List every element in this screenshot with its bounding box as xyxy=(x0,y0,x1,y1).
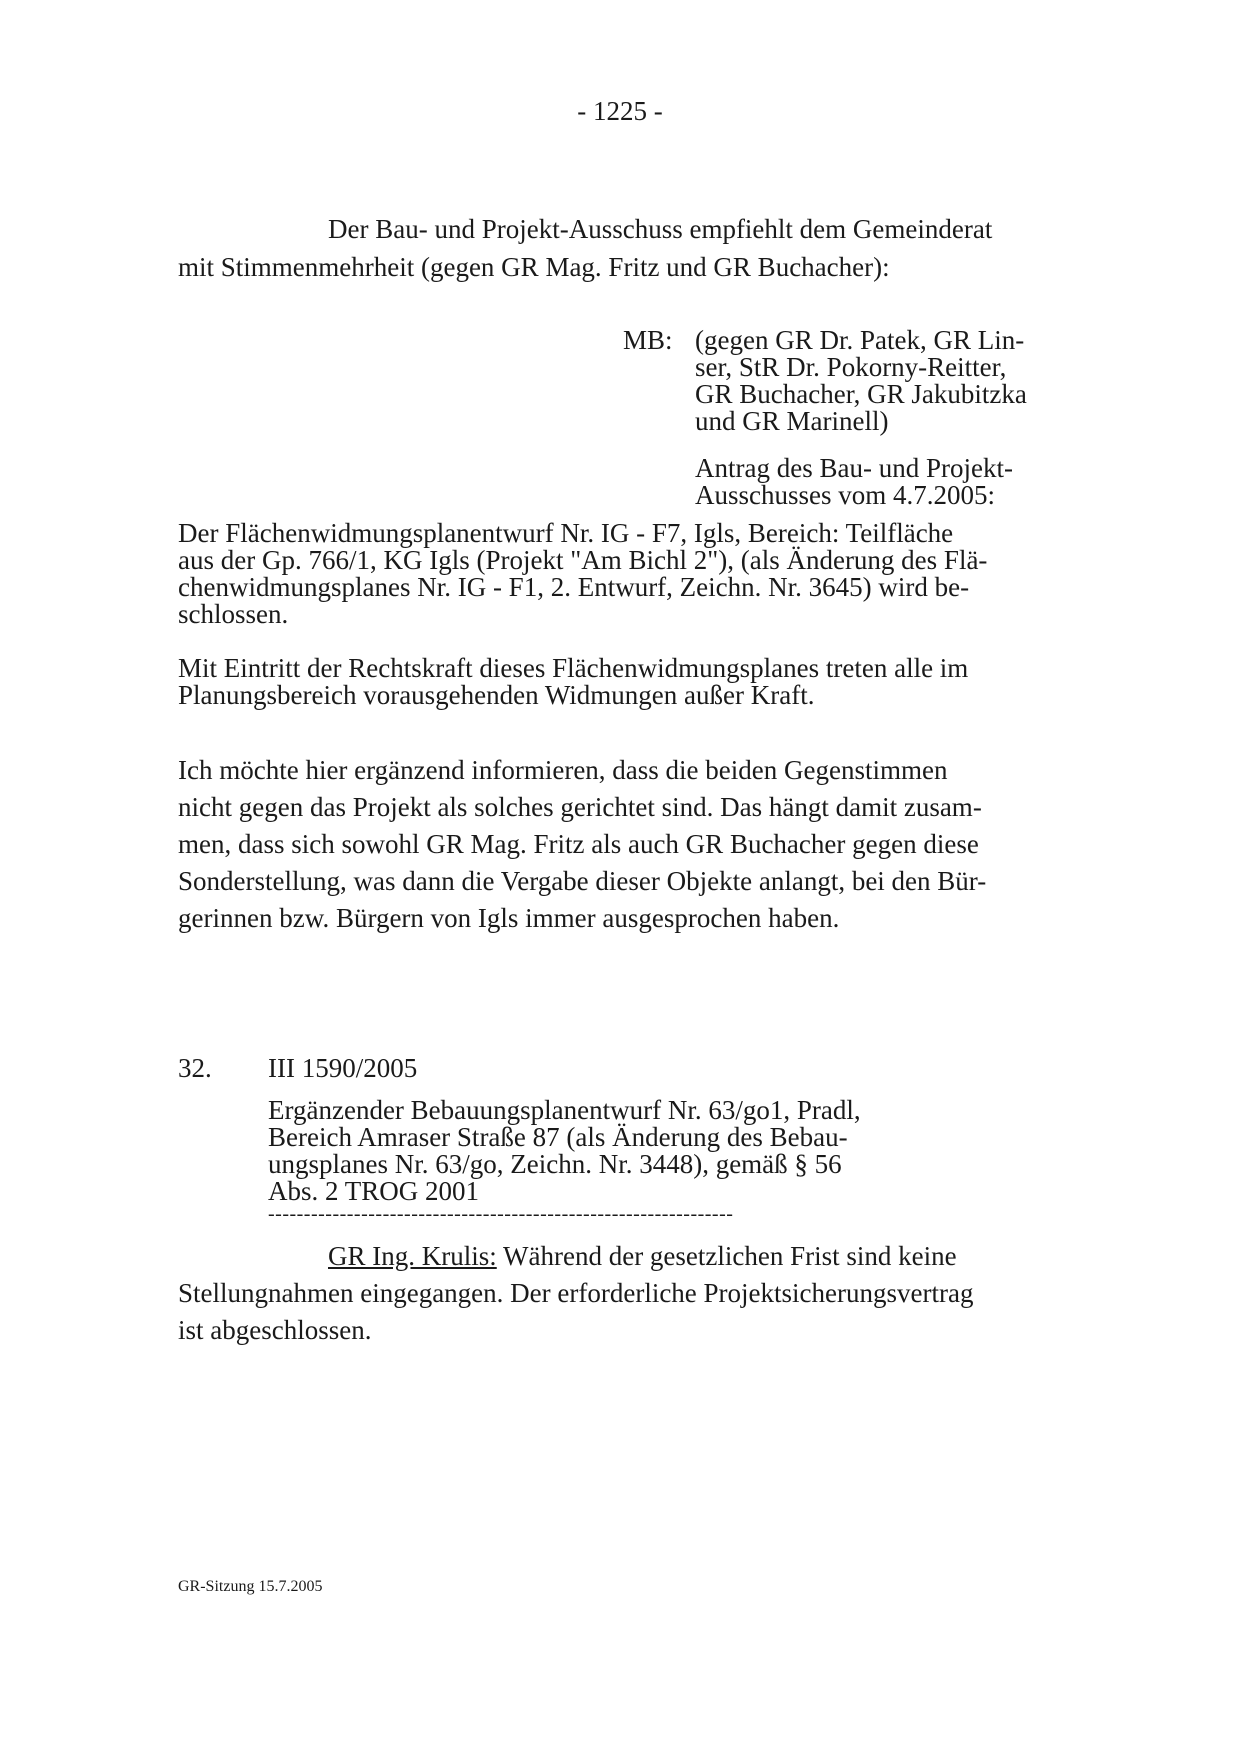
speaker-name: GR Ing. Krulis: xyxy=(328,1241,497,1271)
agenda-item-code: III 1590/2005 xyxy=(268,1053,418,1083)
intro-line-1: Der Bau- und Projekt-Ausschuss empfiehlt dem Gemeinderat xyxy=(328,214,993,244)
mb-text-line: ser, StR Dr. Pokorny-Reitter, xyxy=(695,352,1007,382)
agenda-item-title xyxy=(268,1097,918,1205)
antrag-line: Antrag des Bau- und Projekt- xyxy=(695,453,1013,483)
statement-line: nicht gegen das Projekt als solches gerichtet sind. Das hängt damit zusam- xyxy=(178,792,982,822)
resolution-line: Der Flächenwidmungsplanentwurf Nr. IG - F7, Igls, Bereich: Teilfläche xyxy=(178,518,954,548)
resolution-line: schlossen. xyxy=(178,599,289,629)
krulis-line-1: GR Ing. Krulis: Während der gesetzlichen Frist sind keine xyxy=(328,1241,957,1271)
agenda-title-line: Bereich Amraser Straße 87 (als Änderung des Bebau- xyxy=(268,1122,848,1152)
mb-text-line: (gegen GR Dr. Patek, GR Lin- xyxy=(695,325,1025,355)
speaker-statement xyxy=(178,752,1058,937)
dashed-divider: ----------------------------------------------------------------- xyxy=(268,1203,734,1225)
statement-line: Ich möchte hier ergänzend informieren, dass die beiden Gegenstimmen xyxy=(178,755,948,785)
intro-line-2: mit Stimmenmehrheit (gegen GR Mag. Fritz und GR Buchacher): xyxy=(178,252,890,282)
footer-session-date: GR-Sitzung 15.7.2005 xyxy=(178,1578,323,1595)
motion-reference xyxy=(695,455,1055,509)
statement-line: Sonderstellung, was dann die Vergabe dieser Objekte anlangt, bei den Bür- xyxy=(178,866,987,896)
resolution-effect-text xyxy=(178,655,1058,709)
statement-line: gerinnen bzw. Bürgern von Igls immer ausgesprochen haben. xyxy=(178,903,840,933)
resolution-line: chenwidmungsplanes Nr. IG - F1, 2. Entwurf, Zeichn. Nr. 3645) wird be- xyxy=(178,572,970,602)
mb-text-line: GR Buchacher, GR Jakubitzka xyxy=(695,379,1027,409)
krulis-line-3: ist abgeschlossen. xyxy=(178,1315,372,1345)
agenda-title-line: Ergänzender Bebauungsplanentwurf Nr. 63/go1, Pradl, xyxy=(268,1095,861,1125)
agenda-title-line: Abs. 2 TROG 2001 xyxy=(268,1176,480,1206)
committee-recommendation xyxy=(178,210,1058,286)
resolution-line: aus der Gp. 766/1, KG Igls (Projekt "Am Bichl 2"), (als Änderung des Flä- xyxy=(178,545,988,575)
statement-line: men, dass sich sowohl GR Mag. Fritz als auch GR Buchacher gegen diese xyxy=(178,829,979,859)
mb-text xyxy=(695,327,1055,435)
page-number: - 1225 - xyxy=(577,96,663,126)
resolution-effect-line: Planungsbereich vorausgehenden Widmungen außer Kraft. xyxy=(178,680,815,710)
agenda-title-line: ungsplanes Nr. 63/go, Zeichn. Nr. 3448), gemäß § 56 xyxy=(268,1149,842,1179)
resolution-effect-line: Mit Eintritt der Rechtskraft dieses Flächenwidmungsplanes treten alle im xyxy=(178,653,969,683)
resolution-text xyxy=(178,520,1058,628)
antrag-line: Ausschusses vom 4.7.2005: xyxy=(695,480,996,510)
agenda-item-number: 32. xyxy=(178,1053,212,1083)
mb-text-line: und GR Marinell) xyxy=(695,406,889,436)
krulis-line-2: Stellungnahmen eingegangen. Der erforderliche Projektsicherungsvertrag xyxy=(178,1278,974,1308)
krulis-statement xyxy=(178,1238,1058,1349)
mb-label: MB: xyxy=(623,325,673,355)
